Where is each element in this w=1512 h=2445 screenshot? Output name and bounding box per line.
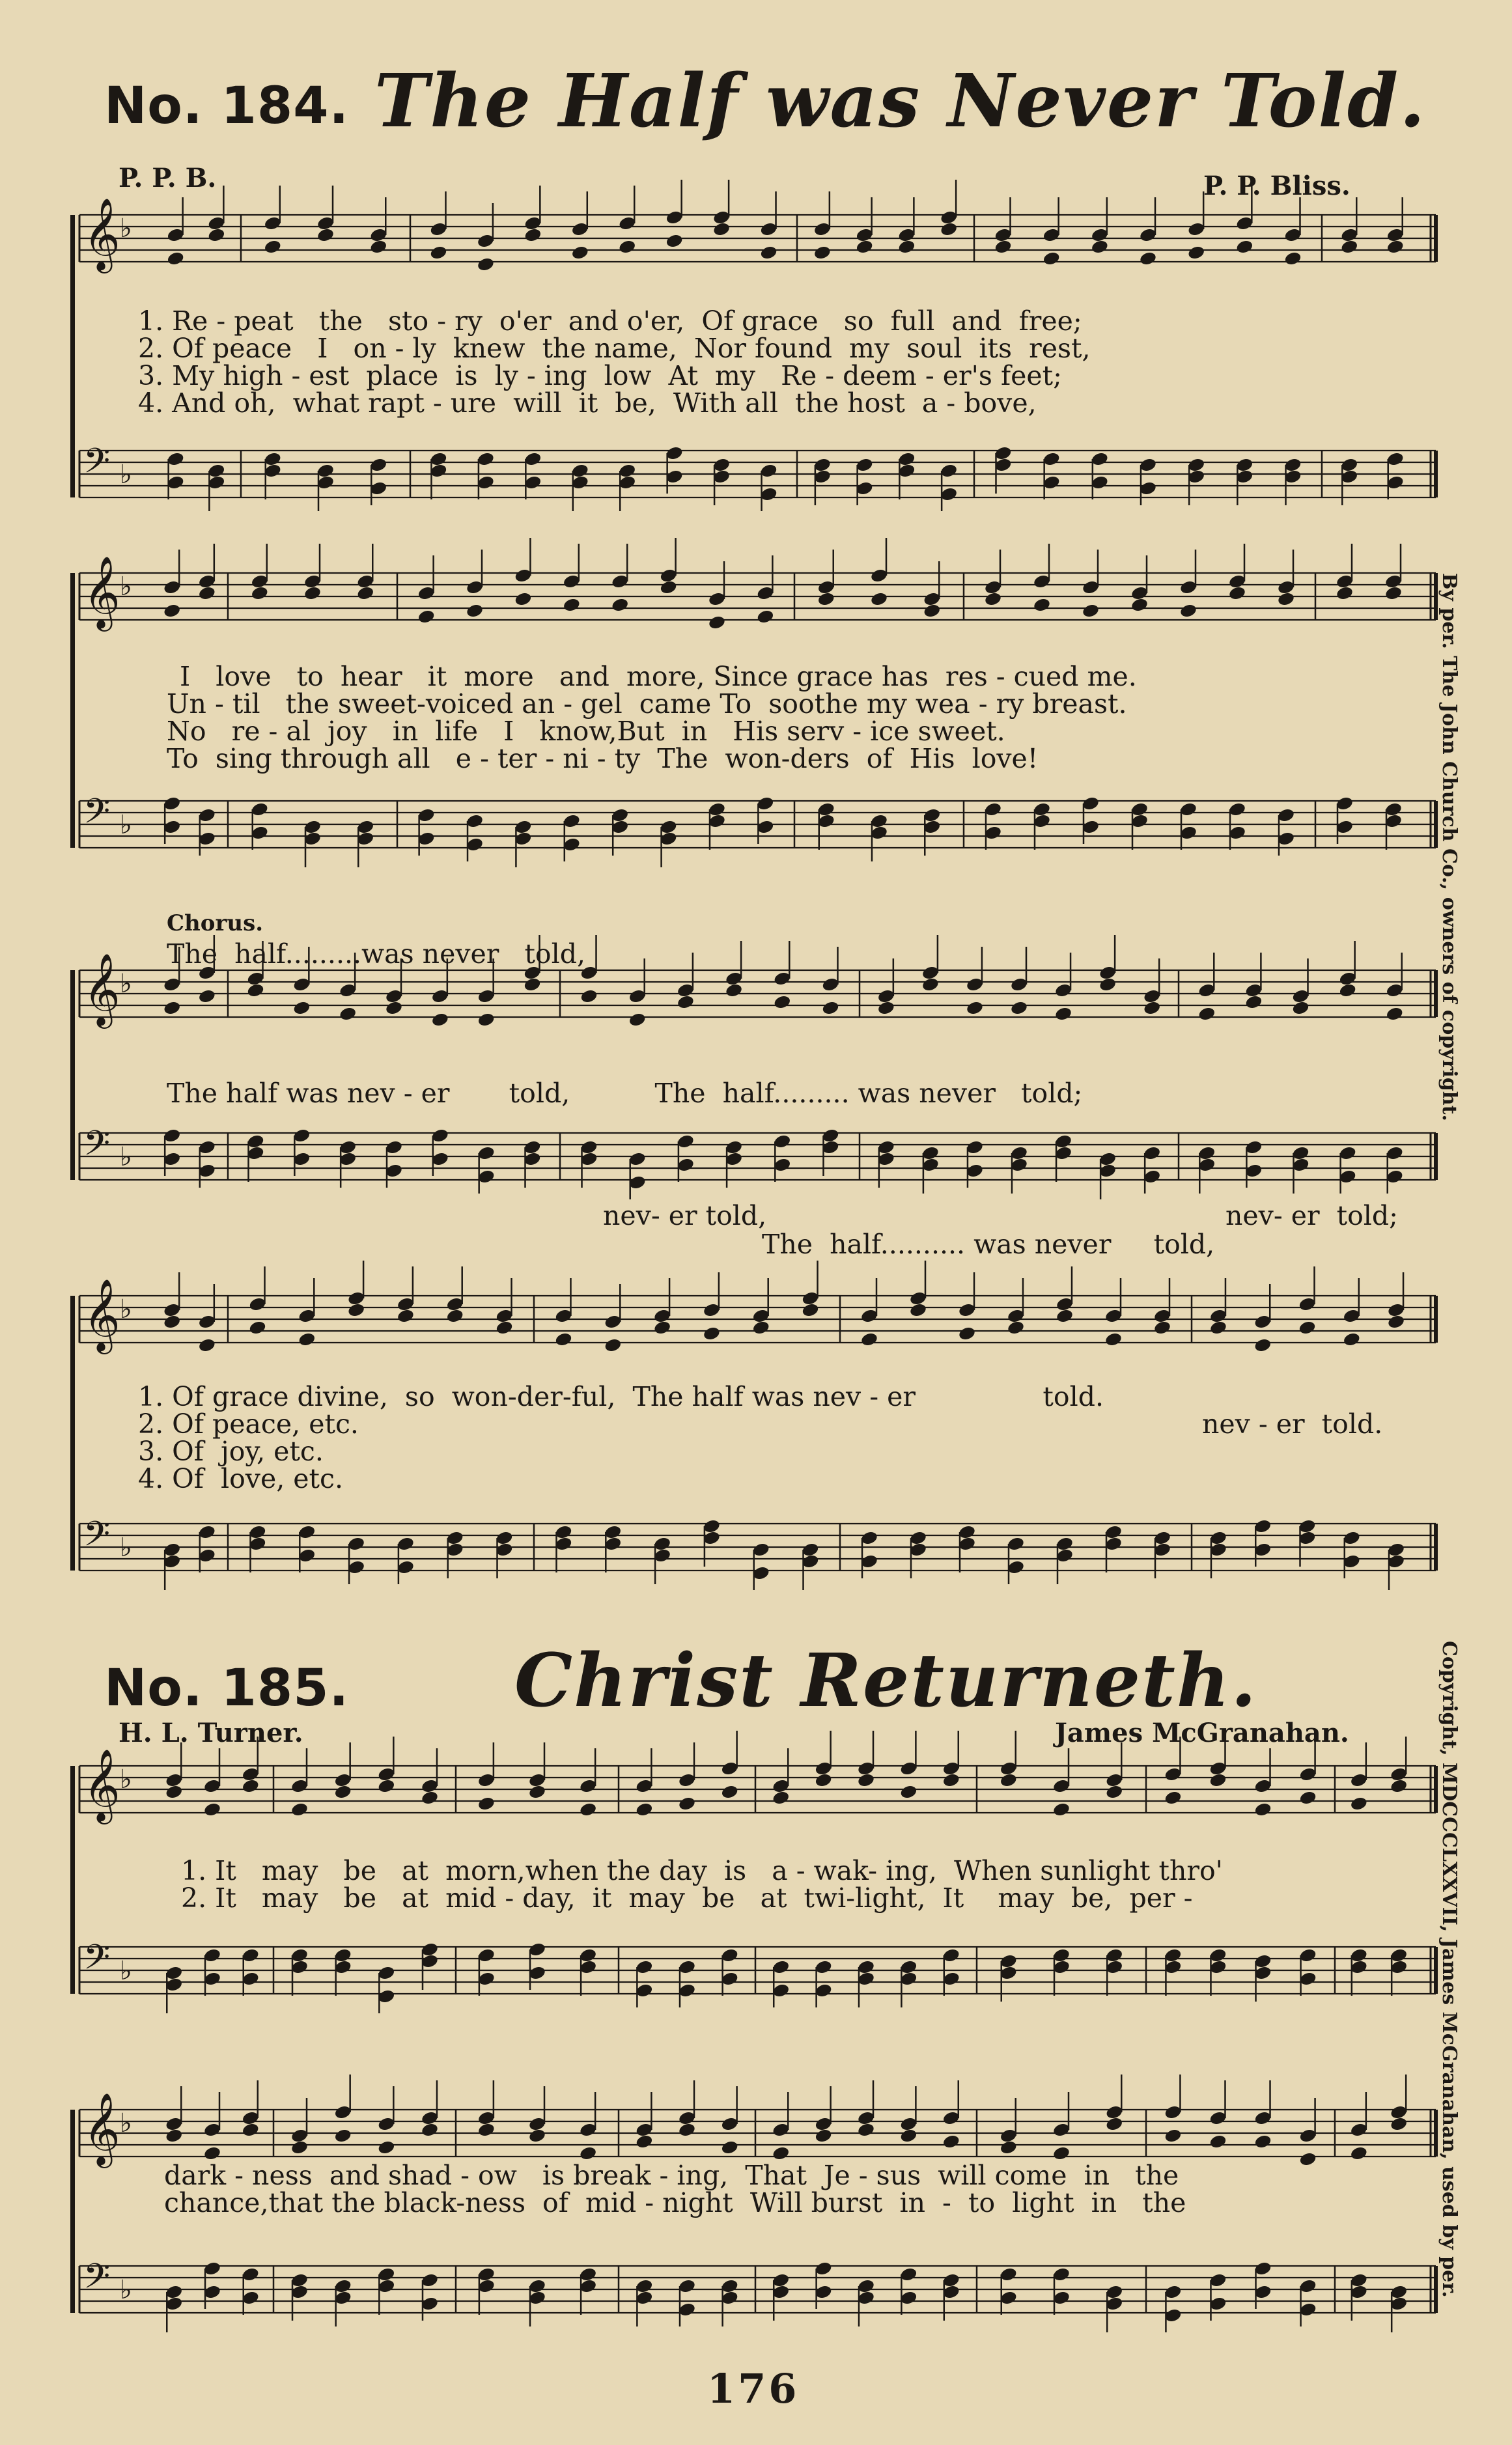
- notehead: [899, 1784, 917, 1800]
- system-bracket: [70, 2110, 75, 2313]
- notehead: [1298, 2151, 1317, 2167]
- notehead: [814, 2128, 832, 2144]
- bass-clef-icon: 𝄢: [83, 1124, 111, 1172]
- system-bracket: [70, 215, 75, 497]
- hymn-185-author: H. L. Turner.: [119, 1718, 303, 1748]
- notehead: [421, 2122, 439, 2138]
- notehead: [1386, 1006, 1404, 1022]
- notehead: [203, 2145, 221, 2161]
- notehead: [1350, 1796, 1368, 1811]
- notehead: [720, 1784, 738, 1800]
- notehead: [1187, 245, 1205, 260]
- final-verse-line: 2. Of peace, etc.: [138, 1408, 359, 1440]
- notehead: [720, 2140, 738, 2155]
- notehead: [303, 585, 322, 601]
- verse-line: dark - ness and shad - ow is break - ing, That Je - sus will come in the: [164, 2160, 1179, 2191]
- notehead: [618, 239, 636, 255]
- chorus-bass-words: nev- er told;: [1225, 1200, 1398, 1231]
- notehead: [431, 1012, 449, 1027]
- flat-icon: ♭: [120, 969, 132, 999]
- notehead: [1104, 1332, 1123, 1347]
- final-verse-line: 4. Of love, etc.: [138, 1463, 344, 1494]
- verse-line: 4. And oh, what rapt - ure will it be, With all the host a - bove,: [138, 387, 1037, 419]
- flat-icon: ♭: [120, 1533, 132, 1563]
- notehead: [1209, 1320, 1227, 1335]
- notehead: [290, 2140, 309, 2155]
- notehead: [246, 983, 264, 998]
- hymn-184-number: No. 184.: [104, 77, 350, 135]
- treble-clef-icon: 𝄞: [83, 2092, 120, 2165]
- notehead: [1386, 239, 1405, 255]
- notehead: [860, 1332, 878, 1347]
- flat-icon: ♭: [120, 810, 132, 840]
- notehead: [1164, 2128, 1182, 2144]
- hymn-184-composer: P. P. Bliss.: [1203, 171, 1351, 201]
- notehead: [1387, 1314, 1405, 1330]
- notehead: [712, 221, 731, 237]
- flat-icon: ♭: [120, 1142, 132, 1172]
- notehead: [773, 994, 791, 1010]
- notehead: [942, 2134, 960, 2149]
- copyright-note: By per. The John Church Co., owners of copyright.: [1438, 573, 1461, 1121]
- notehead: [1105, 2116, 1123, 2132]
- notehead: [628, 1012, 647, 1027]
- notehead: [524, 227, 542, 243]
- notehead: [1235, 239, 1253, 255]
- treble-clef-icon: 𝄞: [83, 197, 120, 270]
- notehead: [877, 1000, 895, 1016]
- flat-icon: ♭: [120, 2275, 132, 2305]
- notehead: [1336, 585, 1354, 601]
- flat-icon: ♭: [120, 460, 132, 490]
- notehead: [333, 1784, 352, 1800]
- notehead: [604, 1337, 622, 1353]
- notehead: [477, 1012, 495, 1027]
- chorus-bass-words: nev- er told,: [603, 1200, 767, 1231]
- notehead: [528, 1784, 546, 1800]
- hymn-184-author: P. P. B.: [119, 163, 217, 193]
- notehead: [1010, 1000, 1028, 1016]
- notehead: [421, 1790, 439, 1806]
- notehead: [1283, 251, 1302, 266]
- notehead: [1007, 1320, 1025, 1335]
- flat-icon: ♭: [120, 1765, 132, 1795]
- notehead: [198, 1337, 216, 1353]
- system-bracket: [70, 573, 75, 848]
- notehead: [466, 603, 484, 619]
- page-number: 176: [707, 2365, 800, 2412]
- notehead: [678, 1796, 696, 1811]
- chorus-bass-words: The half.......... was never told,: [762, 1229, 1215, 1260]
- notehead: [1253, 1337, 1272, 1353]
- system-bracket: [70, 1296, 75, 1571]
- notehead: [347, 1302, 365, 1318]
- notehead: [1197, 1006, 1216, 1022]
- notehead: [1338, 983, 1356, 998]
- bass-clef-icon: 𝄢: [83, 441, 111, 490]
- notehead: [477, 257, 495, 272]
- notehead: [1277, 591, 1295, 607]
- notehead: [958, 1326, 976, 1341]
- notehead: [1164, 1790, 1182, 1806]
- bass-clef-icon: 𝄢: [83, 1938, 111, 1986]
- notehead: [725, 983, 743, 998]
- notehead: [1253, 1802, 1272, 1817]
- notehead: [528, 2128, 546, 2144]
- notehead: [752, 1320, 770, 1335]
- notehead: [756, 609, 774, 624]
- notehead: [897, 239, 916, 255]
- treble-clef-icon: 𝄞: [83, 555, 120, 628]
- notehead: [1179, 603, 1197, 619]
- notehead: [1253, 2134, 1272, 2149]
- notehead: [801, 1302, 819, 1318]
- chorus-top-line: The half.........was never told,: [167, 938, 586, 970]
- notehead: [1244, 994, 1263, 1010]
- flat-icon: ♭: [120, 2108, 132, 2138]
- notehead: [198, 585, 216, 601]
- copyright-note: Copyright, MDCCCLXXVII, James McGranahan, used by per.: [1438, 1641, 1461, 2298]
- notehead: [772, 1790, 790, 1806]
- verse-line: chance,that the black-ness of mid - night Will burst in - to light in the: [164, 2187, 1186, 2218]
- notehead: [356, 585, 374, 601]
- notehead: [1105, 1784, 1123, 1800]
- system-bracket: [70, 1766, 75, 1994]
- notehead: [1209, 2134, 1227, 2149]
- notehead: [333, 2128, 352, 2144]
- notehead: [554, 1332, 572, 1347]
- notehead: [495, 1320, 513, 1335]
- notehead: [759, 245, 777, 260]
- notehead: [316, 227, 335, 243]
- notehead: [397, 1308, 415, 1324]
- notehead: [207, 227, 225, 243]
- notehead: [1291, 1000, 1309, 1016]
- final-line-alt: nev - er told.: [1202, 1408, 1383, 1440]
- hymn-185-composer: James McGranahan.: [1055, 1718, 1349, 1748]
- notehead: [242, 2122, 260, 2138]
- hymn-185-title: Christ Returneth.: [514, 1638, 1258, 1724]
- notehead: [1052, 2145, 1071, 2161]
- treble-clef-icon: 𝄞: [83, 953, 120, 1026]
- notehead: [1054, 1006, 1072, 1022]
- notehead: [1091, 239, 1109, 255]
- notehead: [163, 1000, 181, 1016]
- notehead: [580, 988, 598, 1004]
- notehead: [477, 2122, 496, 2138]
- notehead: [1384, 585, 1403, 601]
- verse-line: I love to hear it more and more, Since grace has res - cued me.: [180, 661, 1137, 692]
- notehead: [678, 2122, 696, 2138]
- notehead: [1000, 1772, 1018, 1788]
- verse-line: To sing through all e - ter - ni - ty The won-ders of His love!: [167, 743, 1039, 774]
- notehead: [242, 1778, 260, 1794]
- notehead: [1298, 1320, 1316, 1335]
- notehead: [772, 2145, 790, 2161]
- bass-clef-icon: 𝄢: [83, 2257, 111, 2305]
- notehead: [203, 1802, 221, 1817]
- notehead: [1042, 251, 1060, 266]
- notehead: [571, 245, 589, 260]
- notehead: [1298, 1790, 1317, 1806]
- notehead: [377, 1778, 395, 1794]
- notehead: [942, 1772, 960, 1788]
- notehead: [635, 1802, 653, 1817]
- final-line: 1. Of grace divine, so won-der-ful, The half was nev - er told.: [138, 1381, 1104, 1412]
- hymn-184-title: The Half was Never Told.: [374, 59, 1427, 144]
- notehead: [1033, 597, 1051, 613]
- notehead: [984, 591, 1002, 607]
- notehead: [446, 1308, 464, 1324]
- flat-icon: ♭: [120, 214, 132, 244]
- flat-icon: ♭: [120, 1294, 132, 1324]
- notehead: [870, 591, 888, 607]
- notehead: [1390, 2116, 1408, 2132]
- notehead: [385, 1000, 403, 1016]
- notehead: [1143, 1000, 1161, 1016]
- notehead: [966, 1000, 984, 1016]
- notehead: [635, 2134, 653, 2149]
- flat-icon: ♭: [120, 572, 132, 602]
- notehead: [377, 2140, 395, 2155]
- notehead: [369, 239, 387, 255]
- notehead: [1099, 977, 1117, 992]
- notehead: [1153, 1320, 1171, 1335]
- notehead: [563, 597, 581, 613]
- notehead: [703, 1326, 721, 1341]
- notehead: [994, 239, 1012, 255]
- verse-line: 2. It may be at mid - day, it may be at twi-light, It may be, per -: [181, 1882, 1193, 1914]
- notehead: [921, 977, 940, 992]
- notehead: [909, 1302, 927, 1318]
- verse-line: No re - al joy in life I know,But in His serv - ice sweet.: [167, 716, 1005, 747]
- notehead: [1052, 1802, 1071, 1817]
- notehead: [523, 977, 541, 992]
- notehead: [429, 245, 447, 260]
- notehead: [165, 1784, 183, 1800]
- notehead: [290, 1802, 309, 1817]
- notehead: [163, 603, 181, 619]
- notehead: [1350, 2145, 1368, 2161]
- bass-clef-icon: 𝄢: [83, 792, 111, 840]
- notehead: [579, 2145, 597, 2161]
- notehead: [940, 221, 958, 237]
- flat-icon: ♭: [120, 1956, 132, 1986]
- notehead: [251, 585, 269, 601]
- notehead: [1228, 585, 1246, 601]
- notehead: [248, 1320, 266, 1335]
- chorus-line: The half was nev - er told, The half......... was never told;: [167, 1078, 1083, 1109]
- verse-line: 1. It may be at morn,when the day is a - wak- ing, When sunlight thro': [181, 1855, 1223, 1886]
- notehead: [298, 1332, 316, 1347]
- notehead: [339, 1006, 357, 1022]
- notehead: [899, 2128, 917, 2144]
- notehead: [1209, 1772, 1227, 1788]
- verse-line: Un - til the sweet-voiced an - gel came To soothe my wea - ry breast.: [167, 688, 1127, 720]
- notehead: [165, 2128, 183, 2144]
- notehead: [659, 580, 677, 595]
- notehead: [813, 245, 832, 260]
- notehead: [579, 1802, 597, 1817]
- notehead: [292, 1000, 311, 1016]
- notehead: [1343, 1332, 1361, 1347]
- notehead: [166, 251, 184, 266]
- notehead: [817, 591, 835, 607]
- notehead: [417, 609, 435, 624]
- bass-clef-icon: 𝄢: [83, 1515, 111, 1563]
- notehead: [923, 603, 941, 619]
- chorus-label: Chorus.: [167, 910, 264, 936]
- notehead: [814, 1772, 832, 1788]
- system-bracket: [70, 970, 75, 1180]
- notehead: [477, 1796, 496, 1811]
- notehead: [264, 239, 282, 255]
- notehead: [857, 2122, 875, 2138]
- notehead: [1130, 597, 1149, 613]
- notehead: [1390, 1778, 1408, 1794]
- verse-line: 3. My high - est place is ly - ing low At my Re - deem - er's feet;: [138, 360, 1062, 391]
- treble-clef-icon: 𝄞: [83, 1748, 120, 1821]
- verse-line: 1. Re - peat the sto - ry o'er and o'er, Of grace so full and free;: [138, 305, 1082, 337]
- notehead: [1056, 1308, 1074, 1324]
- notehead: [163, 1314, 181, 1330]
- notehead: [677, 994, 695, 1010]
- treble-clef-icon: 𝄞: [83, 1278, 120, 1351]
- notehead: [1139, 251, 1157, 266]
- notehead: [665, 233, 683, 249]
- final-verse-line: 3. Of joy, etc.: [138, 1436, 324, 1467]
- notehead: [708, 615, 726, 630]
- notehead: [653, 1320, 671, 1335]
- notehead: [821, 1000, 839, 1016]
- notehead: [1000, 2140, 1018, 2155]
- notehead: [857, 1772, 875, 1788]
- notehead: [514, 591, 532, 607]
- notehead: [1340, 239, 1358, 255]
- verse-line: 2. Of peace I on - ly knew the name, Nor found my soul its rest,: [138, 333, 1091, 364]
- notehead: [1082, 603, 1100, 619]
- notehead: [198, 988, 216, 1004]
- notehead: [611, 597, 629, 613]
- hymn-185-number: No. 185.: [104, 1659, 350, 1718]
- notehead: [855, 239, 873, 255]
